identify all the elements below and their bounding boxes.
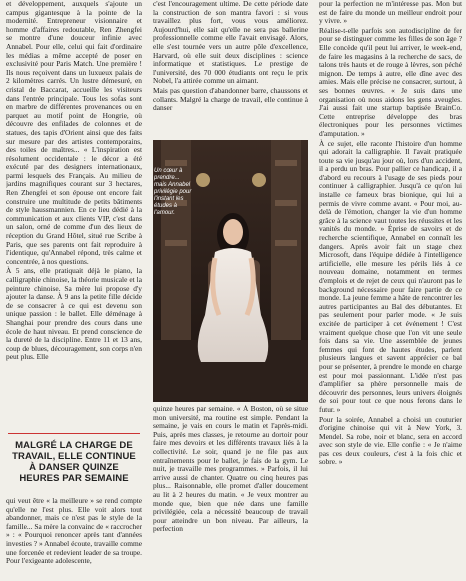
paragraph: c'est l'encouragement ultime. De cette période date la construction de son mantra favori : si vous travaillez plus fort, vous vous améliorez. Aujourd'hui, elle sait qu'elle ne sera pas ballerine professionnelle comme elle l'avait envisagé. Alors, elle s'est tournée vers un autre pôle d'excellence, Harvard, où elle suit deux disciplines : science informatique et statistiques. Le prestige de l'université, des 70 000 étudiants ont reçu le prix Nobel, l'a attirée comme un aimant. [153, 0, 308, 86]
pull-quote: MALGRÉ LA CHARGE DE TRAVAIL, ELLE CONTINUE À DANSER QUINZE HEURES PAR SEMAINE [8, 433, 140, 484]
paragraph: pour la perfection ne m'intéresse pas. Mon but est de faire du monde un meilleur endroit pour y vivre. » [319, 0, 462, 26]
photo-caption: Un cœur à prendre... mais Annabel privilégie pour l'instant les études à l'amour. [154, 168, 192, 216]
article-column-1 [6, 0, 142, 421]
paragraph: Réalise-t-elle parfois son autodiscipline de fer pour se distinguer comme les filles de son âge ? Elle concède qu'il peut lui arriver, le week-end, de faire les magasins à la recherche de sacs, de talons très hauts et de rouge à lèvres, son péché mignon. De temps à autre, elle dîne avec des amies. Mais elle précise ne consacrer, surtout, à ses bonnes œuvres. « Je suis dans une organisation où nous aidons les gens aveugles. J'ai aussi fait une startup baptisée BrainCo. Cette entreprise développe des bras électroniques pour les personnes victimes d'amputation. » [319, 25, 462, 138]
paragraph: qui veut être « la meilleure » se rend compte qu'elle ne l'est plus. Elle voit alors tout abandonner, mais ce n'est pas le style de la famille... Sa mère la convainc de « raccrocher » : « Pourquoi renoncer après tant d'années investies ? » Annabel écoute, travaille comme une forcenée et redevient leader de sa troupe. Pour l'exigeante adolescente, [6, 497, 142, 566]
paragraph: quinze heures par semaine. « À Boston, où se situe mon université, ma routine est simple. Pendant la semaine, je vais en cours le matin et l'après-midi. Puis, après mes classes, je retourne au dortoir pour faire mes devoirs et les différents travaux liés à la collectivité. Le soir, quand je ne file pas aux entraînements pour le ballet, je fais de la gym. Le nuit, je travaille mes programmes. » Parfois, il lui arrive aussi de chanter. Quatre ou cinq heures pas plus... Raisonnable, elle promet d'aller doucement au lit à 2 heures du matin. « Je veux montrer au monde que, bien que née dans une famille privilégiée, cela a nécessité beaucoup de travail pour atteindre un bon niveau. Par ailleurs, la perfection [153, 405, 308, 534]
paragraph: À 5 ans, elle pratiquait déjà le piano, la calligraphie chinoise, la théorie musicale et la peinture chinoise. Sa mère lui propose d'y ajouter la danse. À 9 ans la petite fille décide de se consacrer à ce qui est devenu son unique passion : le ballet. Elle déménage à Shanghai pour prendre des cours dans une école de haut niveau. Et prend conscience de la dureté de la discipline. Entre 11 et 13 ans, coup de blues, découragement, son corps n'en peut plus. Elle [6, 266, 142, 362]
paragraph: Pour la soirée, Annabel a choisi un couturier d'origine chinoise qui vit à New York, 3. Mendel. Sa robe, noir et blanc, sera en accord avec son style de vie. Elle confie : « Je n'aime pas ces deux couleurs, c'est à la fois chic et sobre. » [319, 414, 462, 467]
article-column-2-continued [153, 405, 308, 581]
paragraph: Mais pas question d'abandonner barre, chaussons et collants. Malgré la charge de travail, elle continue à danser [153, 85, 308, 113]
article-column-3 [319, 0, 462, 581]
article-column-2 [153, 0, 308, 137]
article-column-1-continued [6, 497, 142, 581]
paragraph: À ce sujet, elle raconte l'histoire d'un homme qui adorait la calligraphie. Il l'avait pratiquée toute sa vie jusqu'au jour où, lors d'un accident, il a perdu un bras. Pour pallier ce handicap, il a d'abord eu recours à l'usage de ses pieds pour continuer à calligraphier. Jusqu'à ce qu'on lui installe ce fameux bras bionique, qui lui a permis de vivre comme avant. « Pour moi, au-delà de l'émotion, changer la vie d'un homme grâce à la science vaut toutes les réussites et les vanités du monde. » Éprise de savoirs et de recherche scientifique, Annabel en connaît les dangers. Après avoir fait un stage chez Microsoft, dans l'équipe dédiée à l'intelligence artificielle, elle mesure les périls liés à ce nouveau domaine, notamment en termes d'emplois et de rejet de ceux qui n'auront pas le background nécessaire pour faire partie de ce monde. La jeune femme a hâte de rencontrer les autres participantes au Bal des débutantes. Et pas seulement pour parler mode. « Je suis excitée de participer à cet événement ! C'est vraiment quelque chose que l'on vit une seule fois dans sa vie. Une assemblée de jeunes femmes qui font de hautes études, parlent plusieurs langues et savent apprécier ce bal pour se présenter, à prendre le monde en charge est pour moi passionnant. L'idée n'est pas d'amplifier sa phère personnelle mais de découvrir des personnes, leurs univers éloignés de soi pour tout ce que nous ferons dans le futur. » [319, 138, 462, 414]
paragraph: et développement, auxquels s'ajoute un campus gigantesque à la pointe de la modernité. Entrepreneur visionnaire et homme d'affaires redoutable, Ren Zhengfei se montre d'une douceur infinie avec Annabel. Pour elle, celui qui fait d'ordinaire les médias a même accepté de poser en exclusivité pour Paris Match. Une première ! Ils nous reçoivent dans un luxueux palais de 2 kilomètres carrés. Un lustre démesuré, en cristal de Baccarat, accueille les visiteurs dans l'entrée principale. Tous les sofas sont en marbre de différentes provenances ou en parquet au motif point de Hongrie, où découvre des enfilades de colonnes et de statues, des tapis d'Orient ainsi que des faits sur mesure par des artistes contemporains, des toiles de maîtres... « L'inspiration est résolument occidentale : le décor a été exécuté par des designers internationaux, parmi lesquels des Français. Au milieu de jardins magnifiques courant sur 3 hectares, Ren Zhengfei et son épouse ont encore fait construire une multitude de petits bâtiments de style haussmannien. En ce lieu dédié à la communication et aux clients VIP, c'est dans un salon, orné de comme d'un des lieux de réception du Grand Hôtel, situé rue Scribe à Paris, que ses parents ont fait reproduire à l'identique, qu'Annabel répond, très calme et concentrée, à nos questions. [6, 0, 142, 266]
